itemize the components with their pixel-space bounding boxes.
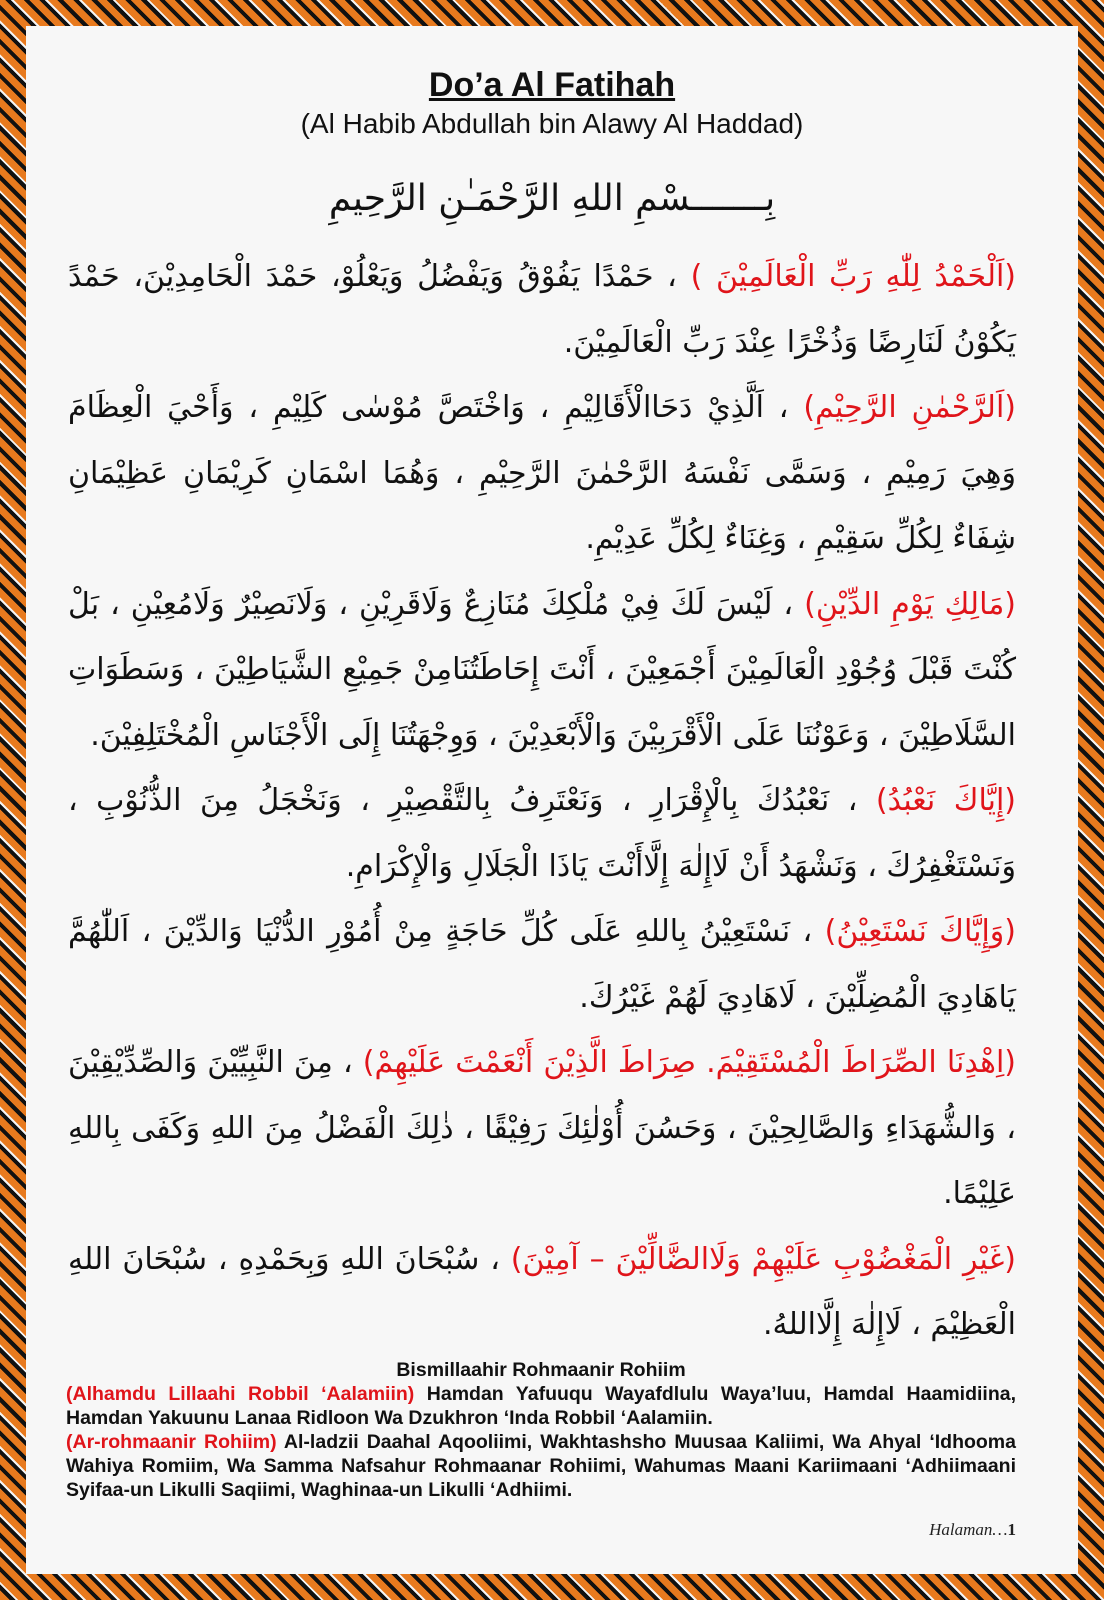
transliteration-heading: Bismillaahir Rohmaanir Rohiim	[396, 1359, 686, 1381]
prayer-text: ، سُبْحَانَ اللهِ وَبِحَمْدِهِ ، سُبْحَانَ اللهِ الْعَظِيْمَ ، لَاإِلٰهَ إِلَّااللهُ.	[68, 1241, 1016, 1342]
verse-fragment: (اِهْدِنَا الصِّرَاطَ الْمُسْتَقِيْمَ. صِرَاطَ الَّذِيْنَ أَنْعَمْتَ عَلَيْهِمْ)	[362, 1045, 1016, 1080]
arabic-paragraph	[68, 899, 1016, 1030]
transliteration-paragraph	[66, 1382, 1016, 1430]
page-number	[929, 1520, 1016, 1540]
verse-fragment: (Ar-rohmaanir Rohiim)	[66, 1431, 277, 1453]
arabic-paragraph	[68, 768, 1016, 899]
transliteration-paragraph	[66, 1430, 1016, 1502]
transliteration-text: Hamdan Yafuuqu Wayafdlulu Waya’luu, Hamdal Haamidiina, Hamdan Yakuunu Lanaa Ridloon Wa Dzukhron ‘Inda Robbil ‘Aalamiin.	[66, 1383, 1017, 1429]
arabic-prayer-text	[68, 244, 1016, 1358]
arabic-paragraph	[68, 1227, 1016, 1358]
prayer-text: ، نَعْبُدُكَ بِالْإِقْرَارِ ، وَنَعْتَرِفُ بِالتَّقْصِيْرِ ، وَنَخْجَلُ مِنَ الذُّنُوْبِ ، وَنَسْتَغْفِرُكَ ، وَنَشْهَدُ أَنْ لَاإِلٰهَ إِلَّاأَنْتَ يَاذَا الْجَلَالِ وَالْإِكْرَامِ.	[68, 783, 1016, 884]
prayer-text: ، مِنَ النَّبِيِّيْنَ وَالصِّدِّيْقِيْنَ ، وَالشُّهَدَاءِ وَالصَّالِحِيْنَ ، وَحَسُنَ أُوْلٰئِكَ رَفِيْقًا ، ذٰلِكَ الْفَضْلُ مِنَ اللهِ وَكَفَى بِاللهِ عَلِيْمًا.	[68, 1045, 1016, 1211]
verse-fragment: (مَالِكِ يَوْمِ الدِّيْنِ)	[804, 586, 1016, 622]
document-subtitle: (Al Habib Abdullah bin Alawy Al Haddad)	[300, 108, 804, 139]
arabic-paragraph	[68, 375, 1016, 572]
transliteration	[66, 1358, 1016, 1502]
verse-fragment: (اَلْحَمْدُ لِلّٰهِ رَبِّ الْعَالَمِيْنَ )	[690, 259, 1016, 294]
verse-fragment: (إِيَّاكَ نَعْبُدُ)	[875, 783, 1016, 818]
verse-fragment: (اَلرَّحْمٰنِ الرَّحِيْمِ)	[803, 390, 1016, 425]
arabic-paragraph	[68, 244, 1016, 375]
verse-fragment: (غَيْرِ الْمَغْضُوْبِ عَلَيْهِمْ وَلَاالضَّالِّيْنَ – آمِيْنَ)	[510, 1241, 1016, 1277]
page-label: Halaman…	[929, 1520, 1008, 1539]
page-number-value: 1	[1007, 1520, 1016, 1539]
document-title: Do’a Al Fatihah	[428, 66, 676, 104]
arabic-paragraph	[68, 572, 1016, 769]
arabic-paragraph	[68, 1030, 1016, 1227]
verse-fragment: (وَإِيَّاكَ نَسْتَعِيْنُ)	[824, 914, 1016, 949]
verse-fragment: (Alhamdu Lillaahi Robbil ‘Aalamiin)	[66, 1383, 415, 1405]
prayer-text: ، نَسْتَعِيْنُ بِاللهِ عَلَى كُلِّ حَاجَةٍ مِنْ أُمُوْرِ الدُّنْيَا وَالدِّيْنَ ، اَللّٰهُمَّ يَاهَادِيَ الْمُضِلِّيْنَ ، لَاهَادِيَ لَهُمْ غَيْرُكَ.	[68, 914, 1016, 1015]
basmala: بِـــــــسْمِ اللهِ الرَّحْمَـٰنِ الرَّحِيمِ	[328, 178, 776, 219]
transliteration-text: Al-ladzii Daahal Aqooliimi, Wakhtashsho Muusaa Kaliimi, Wa Ahyal ‘Idhooma Wahiya Romiim, Wa Samma Nafsahur Rohmaanar Rohiimi, Wahumas Maani Kariimaani ‘Adhiimaani Syifaa-un Likulli Saqiimi, Waghinaa-un Likulli ‘Adhiimi.	[66, 1431, 1016, 1501]
prayer-text: ، اَلَّذِيْ دَحَاالْأَقَالِيْمِ ، وَاخْتَصَّ مُوْسٰى كَلِيْمِ ، وَأَحْيَ الْعِظَامَ وَهِيَ رَمِيْمِ ، وَسَمَّى نَفْسَهُ الرَّحْمٰنَ الرَّحِيْمِ ، وَهُمَا اسْمَانِ كَرِيْمَانِ عَظِيْمَانِ شِفَاءٌ لِكُلِّ سَقِيْمِ ، وَغِنَاءٌ لِكُلِّ عَدِيْمِ.	[68, 390, 1016, 556]
prayer-text: ، لَيْسَ لَكَ فِيْ مُلْكِكَ مُنَازِعٌ وَلَاقَرِيْنِ ، وَلَانَصِيْرٌ وَلَامُعِيْنِ ، بَلْ كُنْتَ قَبْلَ وُجُوْدِ الْعَالَمِيْنَ أَجْمَعِيْنَ ، أَنْتَ إِحَاطَتُنَامِنْ جَمِيْعِ الشَّيَاطِيْنَ ، وَسَطَوَاتِ السَّلَاطِيْنَ ، وَعَوْنُنَا عَلَى الْأَقْرَبِيْنَ وَالْأَبْعَدِيْنَ ، وَوِجْهَتُنَا إِلَى الْأَجْنَاسِ الْمُخْتَلِفِيْنَ.	[68, 586, 1016, 753]
prayer-text: ، حَمْدًا يَفُوْقُ وَيَفْضُلُ وَيَعْلُوْ، حَمْدَ الْحَامِدِيْنَ، حَمْدً يَكُوْنُ لَنَارِضًا وَذُخْرًا عِنْدَ رَبِّ الْعَالَمِيْنَ.	[68, 259, 1016, 360]
